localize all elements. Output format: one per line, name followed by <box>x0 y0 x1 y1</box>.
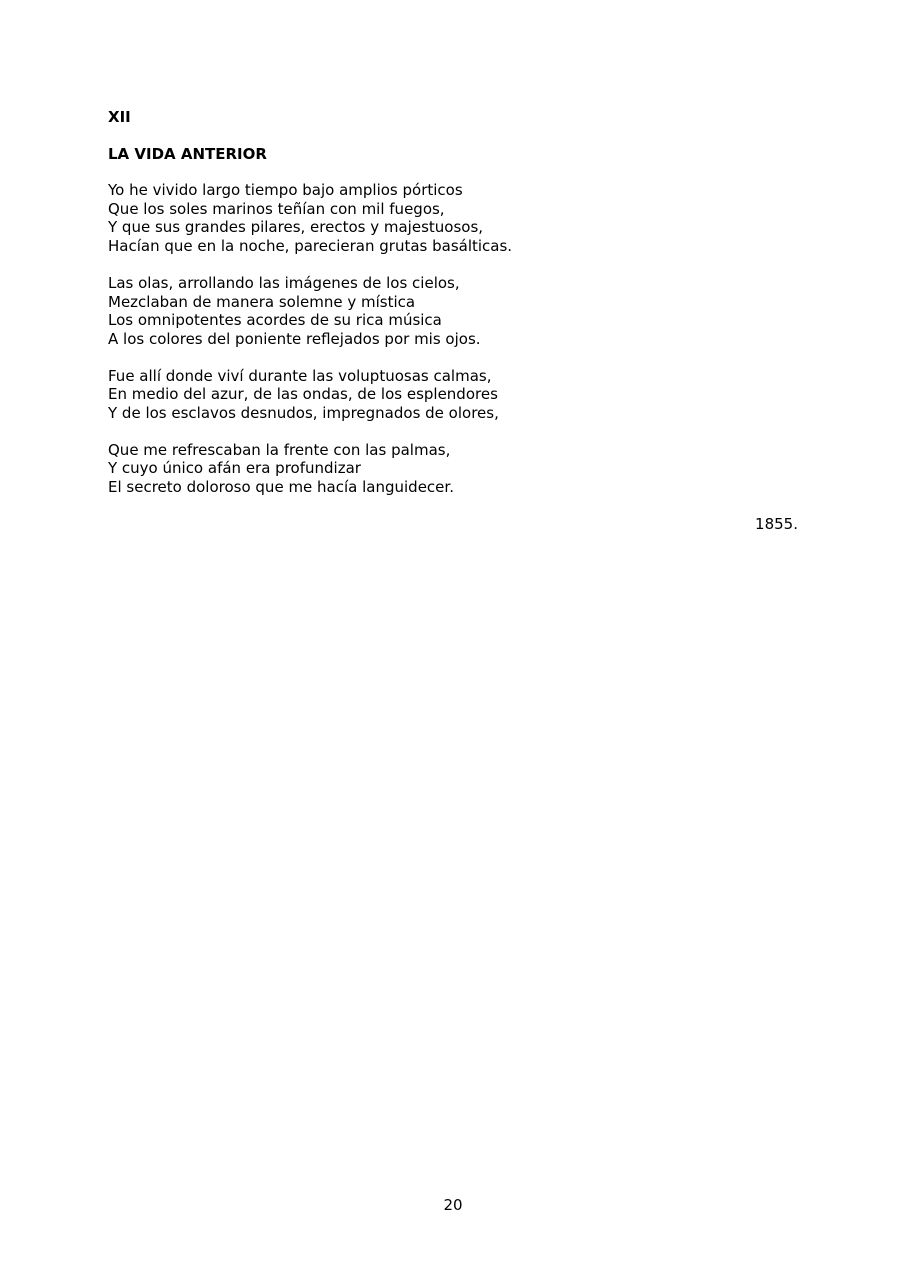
poem-line: Fue allí donde viví durante las voluptuosas calmas, <box>108 366 492 385</box>
stanza-1 <box>108 181 798 256</box>
poem-date: 1855. <box>755 514 798 533</box>
poem-line: Las olas, arrollando las imágenes de los cielos, <box>108 273 460 292</box>
page-number: 20 <box>443 1196 463 1214</box>
poem-line: En medio del azur, de las ondas, de los esplendores <box>108 385 498 404</box>
poem-line: El secreto doloroso que me hacía languidecer. <box>108 478 454 497</box>
stanza-2 <box>108 274 798 349</box>
poem-line: Que me refrescaban la frente con las palmas, <box>108 440 451 459</box>
poem-line: Mezclaban de manera solemne y mística <box>108 292 416 311</box>
poem-line: Que los soles marinos teñían con mil fuegos, <box>108 199 445 218</box>
poem-line: Y cuyo único afán era profundizar <box>108 459 361 478</box>
poem-line: Los omnipotentes acordes de su rica música <box>108 311 442 330</box>
poem-content <box>108 108 798 534</box>
poem-title: LA VIDA ANTERIOR <box>108 145 267 163</box>
poem-line: Y que sus grandes pilares, erectos y majestuosos, <box>108 218 484 237</box>
stanza-3 <box>108 367 798 423</box>
stanza-4 <box>108 441 798 497</box>
poem-line: Y de los esclavos desnudos, impregnados de olores, <box>108 404 499 423</box>
poem-line: A los colores del poniente reflejados por mis ojos. <box>108 329 481 348</box>
poem-line: Yo he vivido largo tiempo bajo amplios pórticos <box>108 181 463 199</box>
poem-line: Hacían que en la noche, parecieran grutas basálticas. <box>108 237 513 256</box>
section-number: XII <box>108 108 131 126</box>
